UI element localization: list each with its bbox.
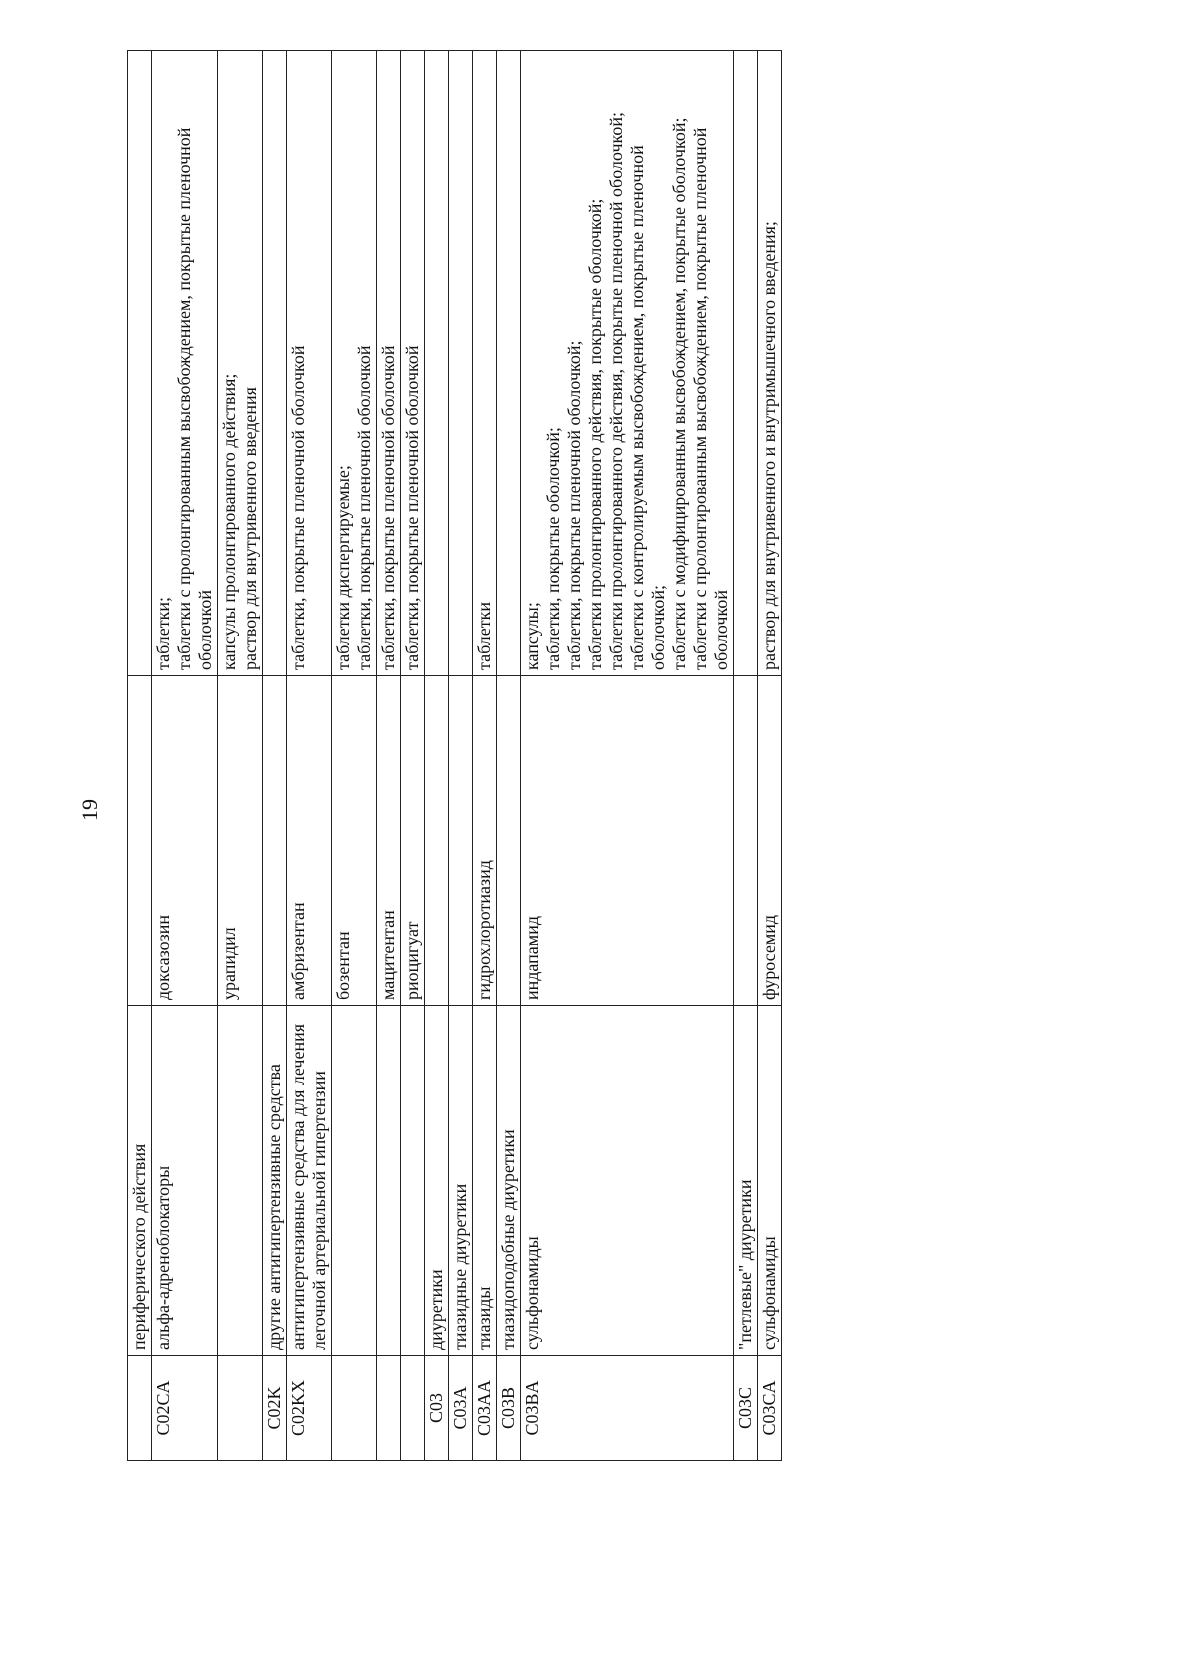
dosage-form-item: таблетки, покрытые пленочной оболочкой	[402, 345, 422, 670]
drug-name-cell: доксазозин	[152, 676, 218, 1006]
atc-code-cell: C03A	[449, 1356, 473, 1461]
table-body	[128, 51, 782, 1461]
atc-code-cell: C03	[425, 1356, 449, 1461]
table-row	[401, 51, 425, 1461]
dosage-form-item: таблетки;	[153, 596, 173, 670]
dosage-forms-cell	[497, 51, 521, 676]
dosage-form-item: капсулы пролонгированного действия;	[219, 373, 239, 670]
dosage-form-item: капсулы;	[522, 602, 542, 670]
dosage-form-item: таблетки пролонгированного действия, покрытые пленочной оболочкой;	[606, 112, 626, 670]
group-cell: "петлевые" диуретики	[734, 1006, 758, 1356]
drug-name-cell	[128, 676, 152, 1006]
atc-code-cell: C03AA	[473, 1356, 497, 1461]
drug-name-cell: бозентан	[332, 676, 377, 1006]
dosage-forms-cell	[263, 51, 287, 676]
atc-code-cell	[401, 1356, 425, 1461]
table-row	[758, 51, 782, 1461]
dosage-forms-cell	[287, 51, 332, 676]
dosage-forms-cell	[332, 51, 377, 676]
group-cell	[218, 1006, 263, 1356]
atc-code-cell	[218, 1356, 263, 1461]
atc-code-cell: C03BA	[521, 1356, 734, 1461]
dosage-form-item: таблетки диспергируемые;	[333, 465, 353, 670]
group-cell	[332, 1006, 377, 1356]
dosage-forms-cell	[449, 51, 473, 676]
group-cell: сульфонамиды	[521, 1006, 734, 1356]
table-row	[521, 51, 734, 1461]
dosage-forms-cell	[218, 51, 263, 676]
atc-code-cell	[377, 1356, 401, 1461]
atc-code-cell: C03CA	[758, 1356, 782, 1461]
drug-table	[127, 50, 782, 1461]
drug-name-cell: гидрохлоротиазид	[473, 676, 497, 1006]
group-cell: альфа-адреноблокаторы	[152, 1006, 218, 1356]
group-cell: сульфонамиды	[758, 1006, 782, 1356]
group-cell: тиазидные диуретики	[449, 1006, 473, 1356]
drug-name-cell: фуросемид	[758, 676, 782, 1006]
table-row	[473, 51, 497, 1461]
dosage-forms-cell	[425, 51, 449, 676]
dosage-form-item: раствор для внутривенного и внутримышечного введения;	[759, 221, 779, 670]
table-row	[287, 51, 332, 1461]
dosage-form-item: таблетки, покрытые пленочной оболочкой	[378, 345, 398, 670]
table-row	[734, 51, 758, 1461]
drug-name-cell: урапидил	[218, 676, 263, 1006]
table-container	[127, 51, 1127, 1461]
dosage-forms-cell	[521, 51, 734, 676]
group-cell: другие антигипертензивные средства	[263, 1006, 287, 1356]
dosage-form-item: таблетки, покрытые оболочкой;	[543, 427, 563, 670]
atc-code-cell	[128, 1356, 152, 1461]
drug-name-cell	[263, 676, 287, 1006]
atc-code-cell: C03C	[734, 1356, 758, 1461]
table-row	[497, 51, 521, 1461]
atc-code-cell	[332, 1356, 377, 1461]
drug-name-cell: риоцигуат	[401, 676, 425, 1006]
dosage-forms-cell	[152, 51, 218, 676]
table-row	[377, 51, 401, 1461]
dosage-form-item: таблетки, покрытые пленочной оболочкой	[354, 345, 374, 670]
dosage-form-item: таблетки с пролонгированным высвобождением, покрытые пленочной оболочкой	[690, 127, 731, 670]
atc-code-cell: C03B	[497, 1356, 521, 1461]
group-cell: тиазиды	[473, 1006, 497, 1356]
table-row	[332, 51, 377, 1461]
dosage-form-item: таблетки с модифицированным высвобождением, покрытые оболочкой;	[669, 117, 689, 670]
group-cell	[401, 1006, 425, 1356]
dosage-form-item: таблетки пролонгированного действия, покрытые оболочкой;	[585, 198, 605, 670]
dosage-form-item: раствор для внутривенного введения	[240, 387, 260, 670]
dosage-form-item: таблетки, покрытые пленочной оболочкой;	[564, 340, 584, 670]
group-cell: антигипертензивные средства для лечения легочной артериальной гипертензии	[287, 1006, 332, 1356]
drug-name-cell: мацитентан	[377, 676, 401, 1006]
table-row	[152, 51, 218, 1461]
drug-name-cell: амбризентан	[287, 676, 332, 1006]
dosage-form-item: таблетки	[474, 601, 494, 670]
drug-name-cell	[425, 676, 449, 1006]
group-cell: диуретики	[425, 1006, 449, 1356]
drug-name-cell	[734, 676, 758, 1006]
table-row	[263, 51, 287, 1461]
dosage-form-item: таблетки, покрытые пленочной оболочкой	[288, 345, 308, 670]
dosage-forms-cell	[734, 51, 758, 676]
drug-name-cell	[497, 676, 521, 1006]
drug-name-cell	[449, 676, 473, 1006]
table-row	[449, 51, 473, 1461]
dosage-forms-cell	[401, 51, 425, 676]
page-number: 19	[77, 799, 102, 821]
atc-code-cell: C02KX	[287, 1356, 332, 1461]
table-row	[128, 51, 152, 1461]
dosage-form-item: таблетки с контролируемым высвобождением, покрытые пленочной оболочкой;	[627, 145, 668, 670]
table-row	[218, 51, 263, 1461]
group-cell	[377, 1006, 401, 1356]
dosage-forms-cell	[128, 51, 152, 676]
table-row	[425, 51, 449, 1461]
group-cell: периферического действия	[128, 1006, 152, 1356]
dosage-forms-cell	[473, 51, 497, 676]
dosage-forms-cell	[377, 51, 401, 676]
drug-name-cell: индапамид	[521, 676, 734, 1006]
atc-code-cell: C02CA	[152, 1356, 218, 1461]
dosage-forms-cell	[758, 51, 782, 676]
atc-code-cell: C02K	[263, 1356, 287, 1461]
group-cell: тиазидоподобные диуретики	[497, 1006, 521, 1356]
dosage-form-item: таблетки с пролонгированным высвобождением, покрытые пленочной оболочкой	[174, 127, 215, 670]
